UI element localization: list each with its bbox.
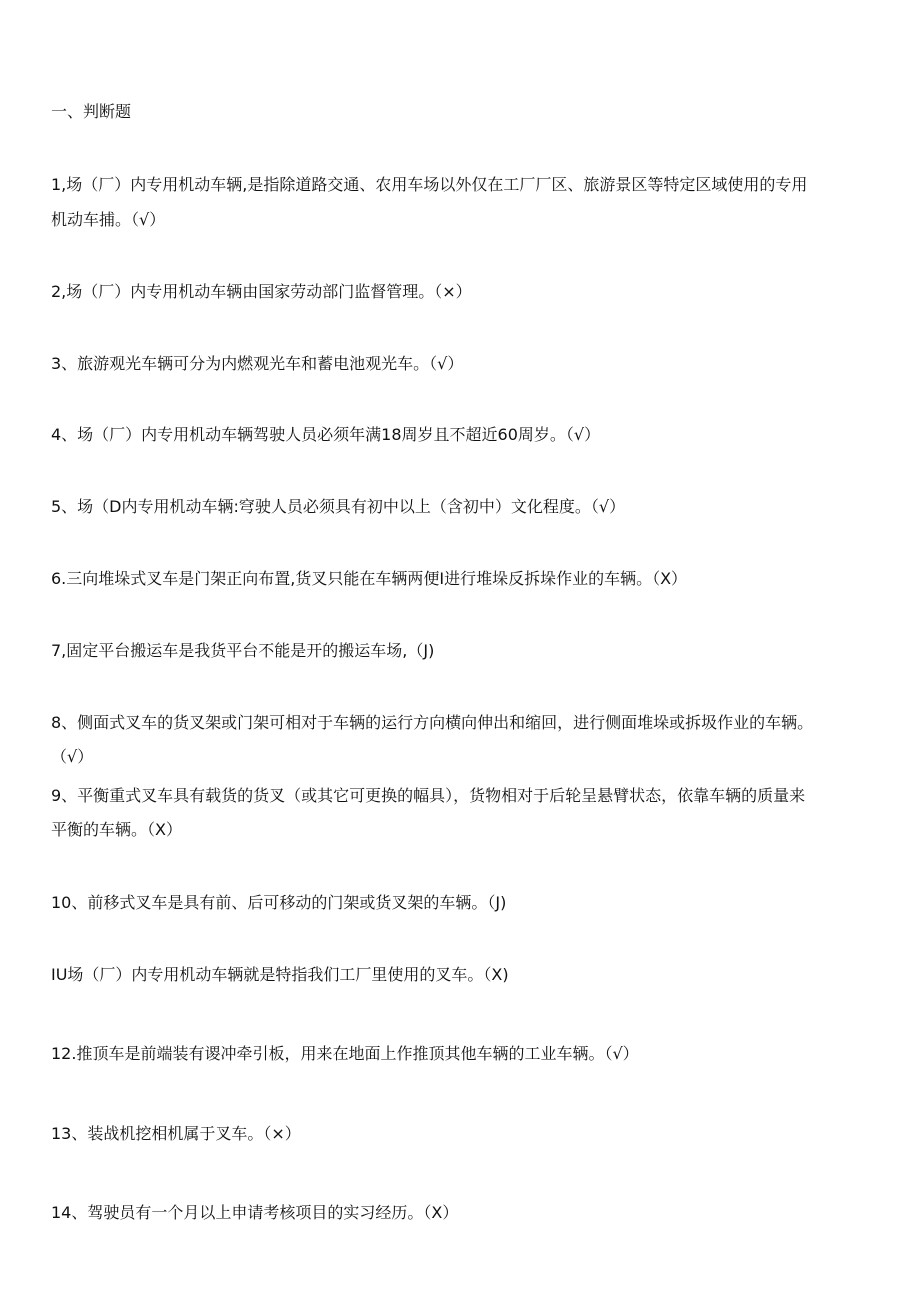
question-11: IU场（厂）内专用机动车辆就是特指我们工厂里使用的叉车。（X) <box>51 965 509 984</box>
question-9-line-2: 平衡的车辆。（X） <box>51 820 182 839</box>
question-1-line-2: 机动车捕。（√） <box>51 210 166 229</box>
question-13: 13、装战机挖相机属于叉车。（×） <box>51 1124 301 1143</box>
question-8-line-2: （√） <box>51 747 94 766</box>
question-4: 4、场（厂）内专用机动车辆驾驶人员必须年满18周岁且不超近60周岁。（√） <box>51 425 601 444</box>
question-12: 12.推顶车是前端装有谡冲牵引板，用来在地面上作推顶其他车辆的工业车辆。（√） <box>51 1044 639 1063</box>
question-5: 5、场（D内专用机动车辆:穹驶人员必须具有初中以上（含初中）文化程度。（√） <box>51 497 626 516</box>
question-1-line-1: 1,场（厂）内专用机动车辆,是指除道路交通、农用车场以外仅在工厂厂区、旅游景区等特定区域使用的专用 <box>51 175 808 194</box>
question-10: 10、前移式叉车是具有前、后可移动的门架或货叉架的车辆。（J) <box>51 893 507 912</box>
question-9-line-1: 9、平衡重式叉车具有载货的货叉（或其它可更换的幅具），货物相对于后轮呈悬臂状态，依靠车辆的质量来 <box>51 786 806 805</box>
question-2: 2,场（厂）内专用机动车辆由国家劳动部门监督管理。（×） <box>51 282 472 301</box>
question-8-line-1: 8、侧面式叉车的货叉架或门架可相对于车辆的运行方向横向伸出和缩回，进行侧面堆垛或拆圾作业的车辆。 <box>51 713 814 732</box>
question-6: 6.三向堆垛式叉车是门架正向布置,货叉只能在车辆两便I进行堆垛反拆垛作业的车辆。（X） <box>51 569 688 588</box>
question-7: 7,固定平台搬运车是我货平台不能是开的搬运车场,（J) <box>51 641 435 660</box>
question-14: 14、驾驶员有一个月以上申请考核项目的实习经历。（X） <box>51 1203 459 1222</box>
question-3: 3、旅游观光车辆可分为内燃观光车和蓄电池观光车。（√） <box>51 354 464 373</box>
section-heading: 一、判断题 <box>51 102 132 121</box>
